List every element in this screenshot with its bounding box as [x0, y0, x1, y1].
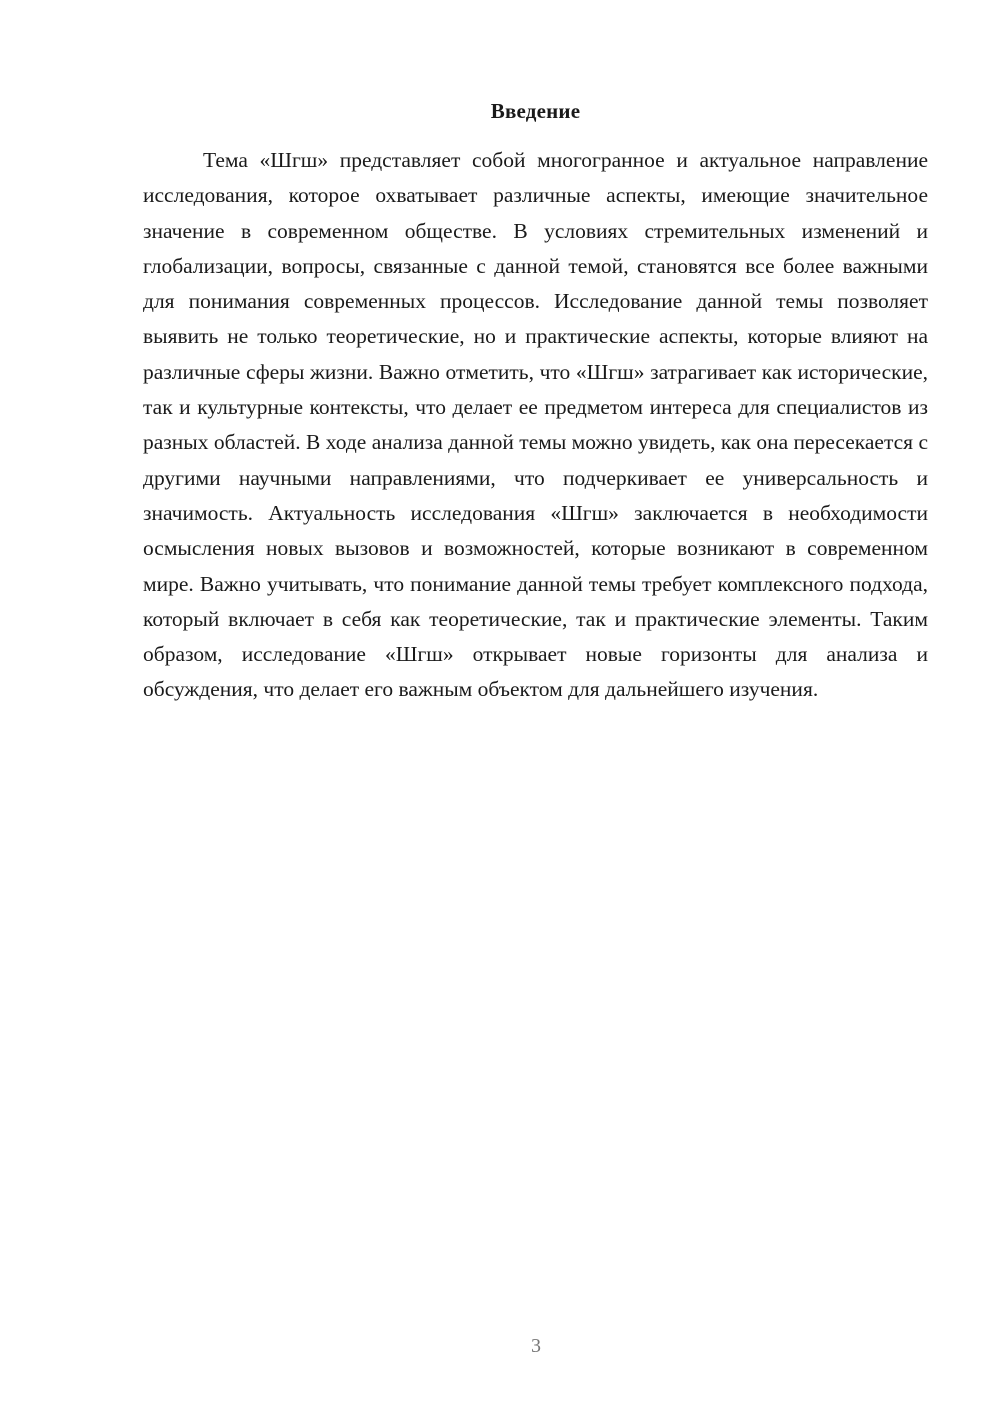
- body-paragraph: Тема «Шгш» представляет собой многогранное и актуальное направление исследования, которое охватывает различные аспекты, имеющие значительное значение в современном обществе. В условиях стремительных изменений и глобализации, вопросы, связанные с данной темой, становятся все более важными для понимания современных процессов. Исследование данной темы позволяет выявить не только теоретические, но и практические аспекты, которые влияют на различные сферы жизни. Важно отметить, что «Шгш» затрагивает как исторические, так и культурные контексты, что делает ее предметом интереса для специалистов из разных областей. В ходе анализа данной темы можно увидеть, как она пересекается с другими научными направлениями, что подчеркивает ее универсальность и значимость. Актуальность исследования «Шгш» заключается в необходимости осмысления новых вызовов и возможностей, которые возникают в современном мире. Важно учитывать, что понимание данной темы требует комплексного подхода, который включает в себя как теоретические, так и практические элементы. Таким образом, исследование «Шгш» открывает новые горизонты для анализа и обсуждения, что делает его важным объектом для дальнейшего изучения.: [143, 148, 928, 702]
- section-heading: Введение: [490, 99, 581, 123]
- page-number: 3: [531, 1335, 541, 1357]
